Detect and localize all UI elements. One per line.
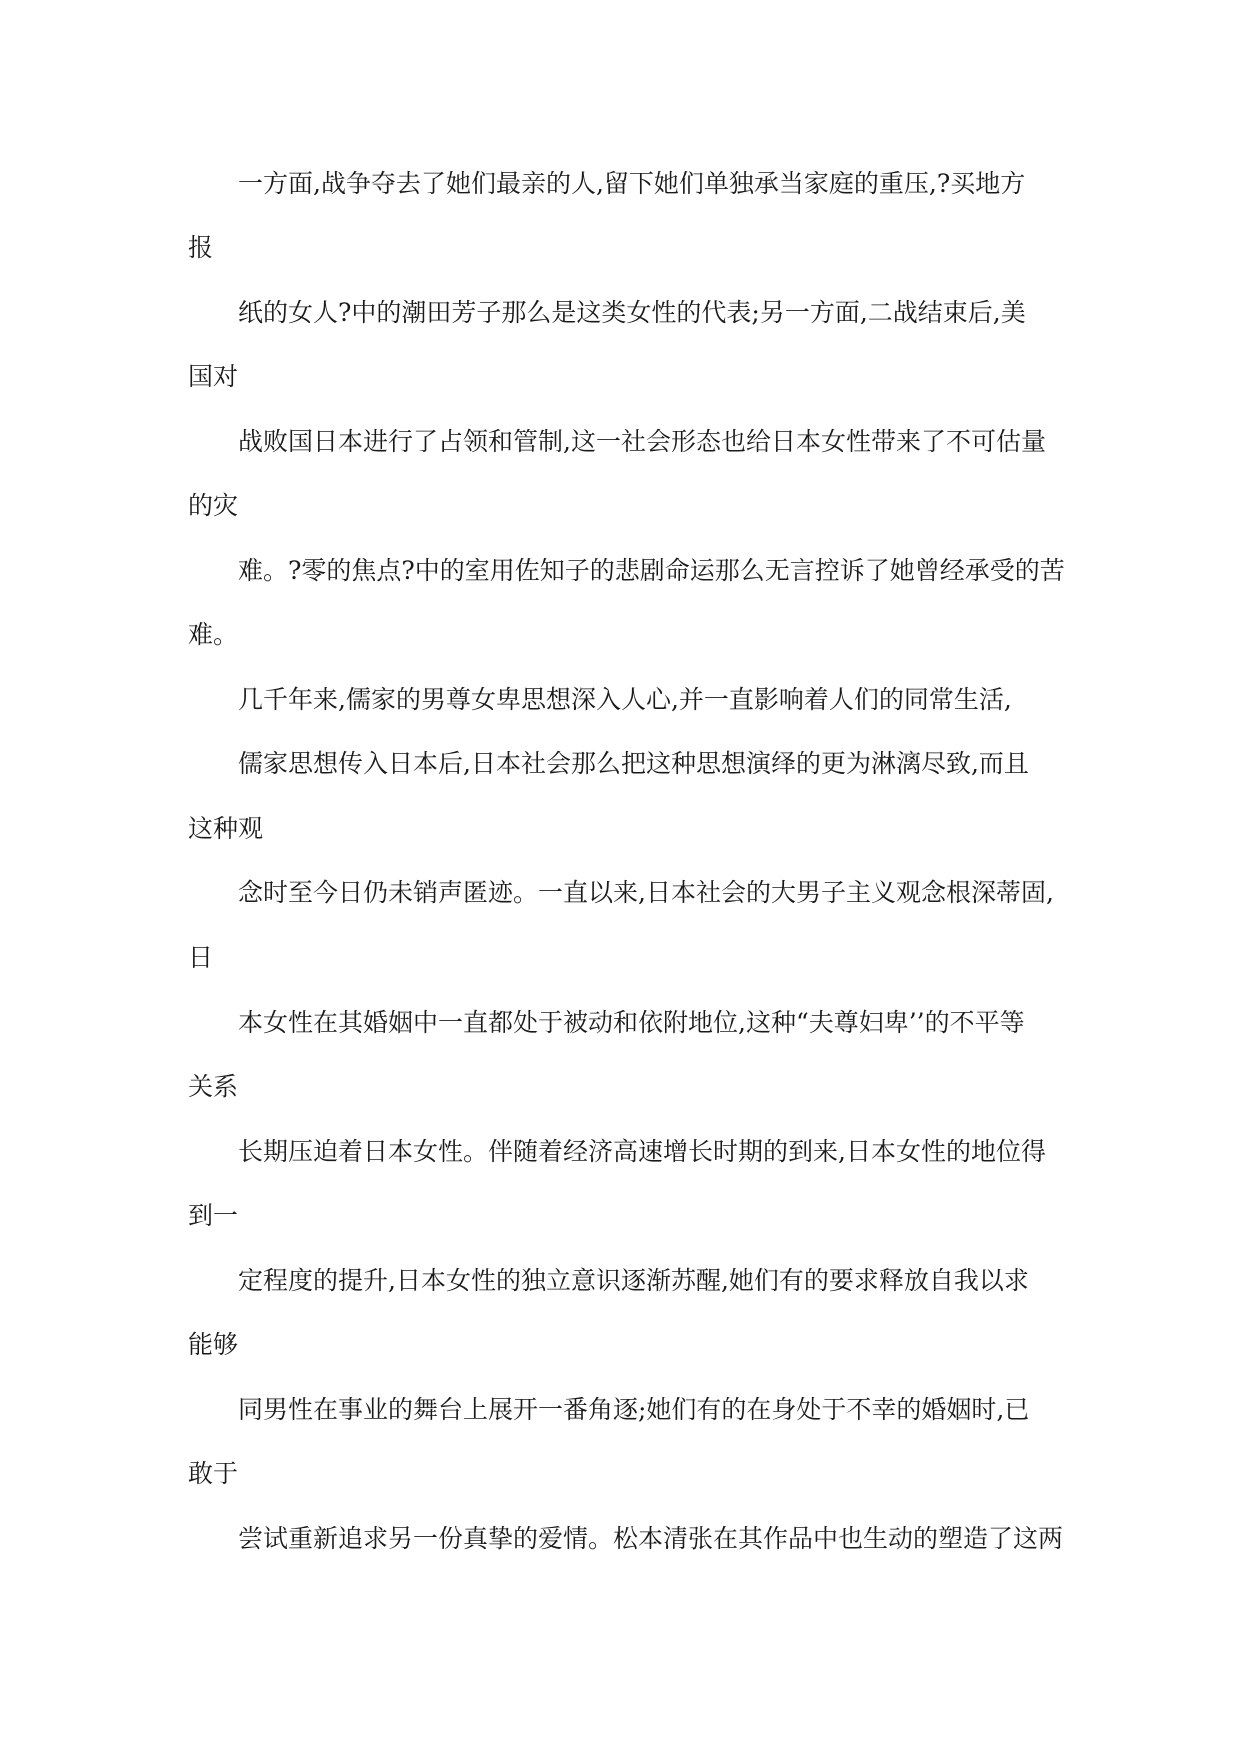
- text-line: 这种观: [188, 814, 264, 843]
- text-line: 几千年来,儒家的男尊女卑思想深入人心,并一直影响着人们的同常生活,: [238, 685, 1012, 714]
- text-line: 念时至今日仍未销声匿迹。一直以来,日本社会的大男子主义观念根深蒂固,: [238, 878, 1054, 907]
- text-line: 关系: [188, 1072, 239, 1101]
- text-line: 到一: [188, 1201, 239, 1230]
- text-line: 本女性在其婚姻中一直都处于被动和依附地位,这种“夫尊妇卑’’的不平等: [238, 1008, 1025, 1037]
- text-line: 同男性在事业的舞台上展开一番角逐;她们有的在身处于不幸的婚姻时,已: [238, 1395, 1030, 1424]
- text-line: 一方面,战争夺去了她们最亲的人,留下她们单独承当家庭的重压,?买地方: [238, 169, 1026, 198]
- text-line: 报: [188, 233, 214, 262]
- text-line: 尝试重新追求另一份真挚的爱情。松本清张在其作品中也生动的塑造了这两: [238, 1524, 1064, 1553]
- text-line: 定程度的提升,日本女性的独立意识逐渐苏醒,她们有的要求释放自我以求: [238, 1266, 1029, 1295]
- text-line: 难。?零的焦点?中的室用佐知子的悲剧命运那么无言控诉了她曾经承受的苦: [238, 556, 1065, 585]
- text-line: 长期压迫着日本女性。伴随着经济高速增长时期的到来,日本女性的地位得: [238, 1137, 1046, 1166]
- text-line: 国对: [188, 362, 239, 391]
- text-line: 日: [188, 943, 214, 972]
- text-line: 纸的女人?中的潮田芳子那么是这类女性的代表;另一方面,二战结束后,美: [238, 298, 1026, 327]
- text-line: 战败国日本进行了占领和管制,这一社会形态也给日本女性带来了不可估量: [238, 427, 1046, 456]
- text-line: 难。: [188, 620, 239, 649]
- text-line: 的灾: [188, 491, 239, 520]
- text-line: 敢于: [188, 1459, 239, 1488]
- text-line: 儒家思想传入日本后,日本社会那么把这种思想演绎的更为淋漓尽致,而且: [238, 749, 1029, 778]
- text-line: 能够: [188, 1330, 239, 1359]
